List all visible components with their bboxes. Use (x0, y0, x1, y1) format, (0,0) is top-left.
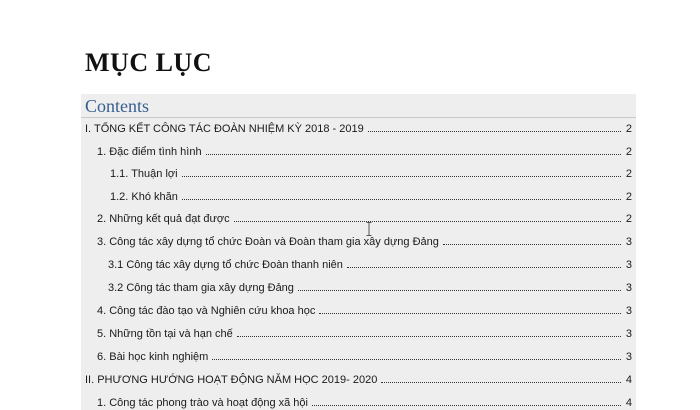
dot-leader (347, 267, 621, 268)
toc-entry-page: 4 (625, 374, 632, 386)
dot-leader (206, 154, 621, 155)
toc-entry-text: 1.1. Thuận lợi (110, 168, 178, 180)
toc-entry-page: 3 (625, 328, 632, 340)
toc-entry-page: 3 (625, 259, 632, 271)
toc-entry-page: 2 (625, 213, 632, 225)
toc-entry-text: 3. Công tác xây dựng tổ chức Đoàn và Đoàn tham gia xây dựng Đảng (97, 236, 439, 248)
dot-leader (443, 244, 621, 245)
toc-entry[interactable] (108, 278, 632, 294)
toc-entry-text: 3.2 Công tác tham gia xây dựng Đảng (108, 282, 294, 294)
toc-entry[interactable] (97, 209, 632, 225)
toc-entry-text: 4. Công tác đào tạo và Nghiên cứu khoa học (97, 305, 316, 317)
dot-leader (182, 176, 621, 177)
toc-entry-page: 3 (625, 282, 632, 294)
dot-leader (298, 290, 621, 291)
toc-entry-text: 1.2. Khó khăn (110, 191, 178, 203)
toc-title-underline (81, 117, 636, 118)
dot-leader (368, 131, 621, 132)
dot-leader (381, 382, 621, 383)
toc-entry-text: 1. Đặc điểm tình hình (97, 146, 202, 158)
toc-entry-page: 3 (625, 351, 632, 363)
toc-entry-text: 6. Bài học kinh nghiệm (97, 351, 209, 363)
toc-entry[interactable] (97, 347, 632, 363)
toc-entry-page: 2 (625, 146, 632, 158)
toc-entry[interactable] (110, 187, 632, 203)
toc-entry[interactable] (85, 119, 632, 135)
dot-leader (234, 221, 621, 222)
dot-leader (319, 313, 621, 314)
toc-entry-page: 4 (625, 397, 632, 409)
toc-entry[interactable] (85, 370, 632, 386)
toc-entry[interactable] (97, 301, 632, 317)
toc-entry[interactable] (97, 142, 632, 158)
toc-entry-text: 2. Những kết quả đạt được (97, 213, 230, 225)
text-cursor-icon (366, 222, 372, 236)
toc-entry[interactable] (97, 232, 632, 248)
toc-entry-page: 3 (625, 305, 632, 317)
toc-entry[interactable] (108, 255, 632, 271)
toc-entry-page: 2 (625, 123, 632, 135)
toc-entry-page: 3 (625, 236, 632, 248)
toc-entry-text: I. TỔNG KẾT CÔNG TÁC ĐOÀN NHIỆM KỲ 2018 - 2019 (85, 123, 364, 135)
dot-leader (182, 199, 621, 200)
toc-entry-text: 5. Những tồn tại và hạn chế (97, 328, 233, 340)
toc-entry-text: 3.1 Công tác xây dựng tổ chức Đoàn thanh niên (108, 259, 343, 271)
toc-entry-text: 1. Công tác phong trào và hoạt động xã hội (97, 397, 308, 409)
toc-entry[interactable] (97, 393, 632, 409)
dot-leader (237, 336, 621, 337)
dot-leader (312, 405, 621, 406)
toc-entry[interactable] (110, 164, 632, 180)
page-heading: MỤC LỤC (85, 48, 212, 77)
toc-title: Contents (85, 96, 150, 116)
toc-entry-page: 2 (625, 168, 632, 180)
toc-entry-page: 2 (625, 191, 632, 203)
toc-entry-text: II. PHƯƠNG HƯỚNG HOẠT ĐỘNG NĂM HỌC 2019- 2020 (85, 374, 378, 386)
dot-leader (212, 359, 621, 360)
toc-entry[interactable] (97, 324, 632, 340)
